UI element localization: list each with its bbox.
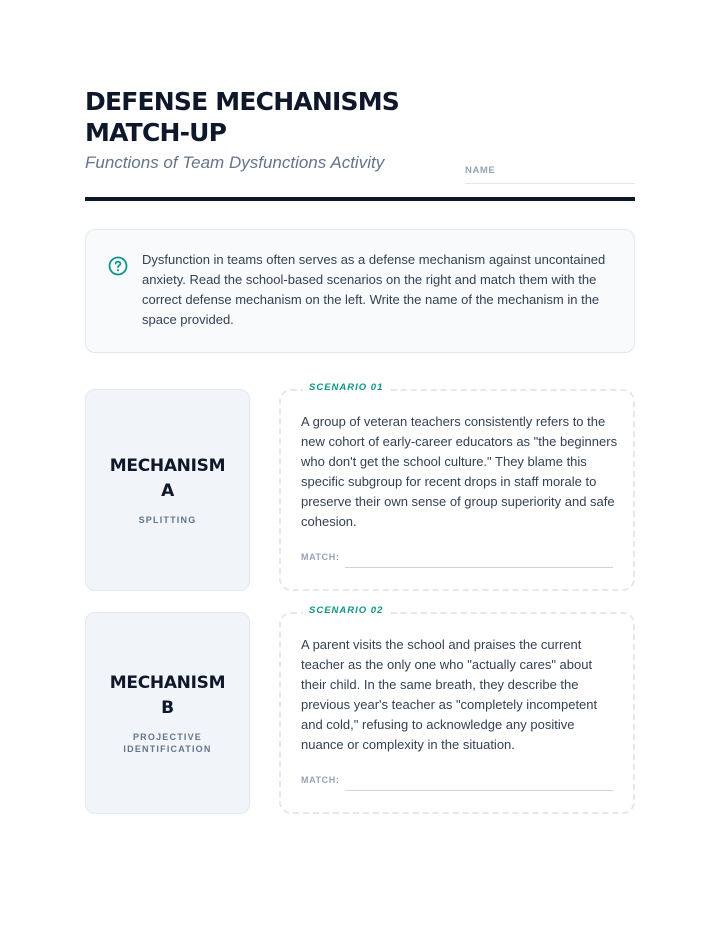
instructions-text: Dysfunction in teams often serves as a defense mechanism against uncontained anxiety. Read the school-based scenarios on the right and match them with the correct defense mechanism on the left. Write the name of the mechanism in the space provided. [142,252,606,327]
mechanism-name: MECHANISM B [109,673,226,718]
mechanism-card-a [85,389,250,591]
scenario-card-01 [279,382,635,591]
scenario-tag: SCENARIO 02 [303,605,389,616]
instructions-box [85,229,635,353]
mechanism-description: PROJECTIVE IDENTIFICATION [123,732,212,754]
match-row-2 [85,605,635,814]
page-subtitle: Functions of Team Dysfunctions Activity [85,153,385,172]
match-answer-line[interactable] [345,567,613,568]
scenario-card-02 [279,605,635,814]
match-label: MATCH: [301,775,340,785]
name-label: NAME [465,165,496,176]
match-row-1 [85,382,635,591]
mechanism-name: MECHANISM A [109,456,226,501]
mechanism-description: SPLITTING [138,515,197,525]
mechanism-card-b [85,612,250,814]
match-label: MATCH: [301,552,340,562]
header-divider [85,197,635,201]
scenario-text: A group of veteran teachers consistently refers to the new cohort of early-career educators as "the beginners who don't get the school culture." They blame this specific subgroup for recent drops in staff morale to preserve their own sense of group superiority and safe cohesion. [301,414,618,529]
name-field[interactable] [465,160,635,184]
scenario-tag: SCENARIO 01 [303,382,389,393]
page-title: DEFENSE MECHANISMS MATCH-UP [85,87,399,147]
match-answer-line[interactable] [345,790,613,791]
help-circle-icon [108,256,128,276]
scenario-text: A parent visits the school and praises the current teacher as the only one who "actually cares" about their child. In the same breath, they describe the previous year's teacher as "completely incompetent and cold," refusing to acknowledge any positive nuance or complexity in the situation. [301,637,598,752]
